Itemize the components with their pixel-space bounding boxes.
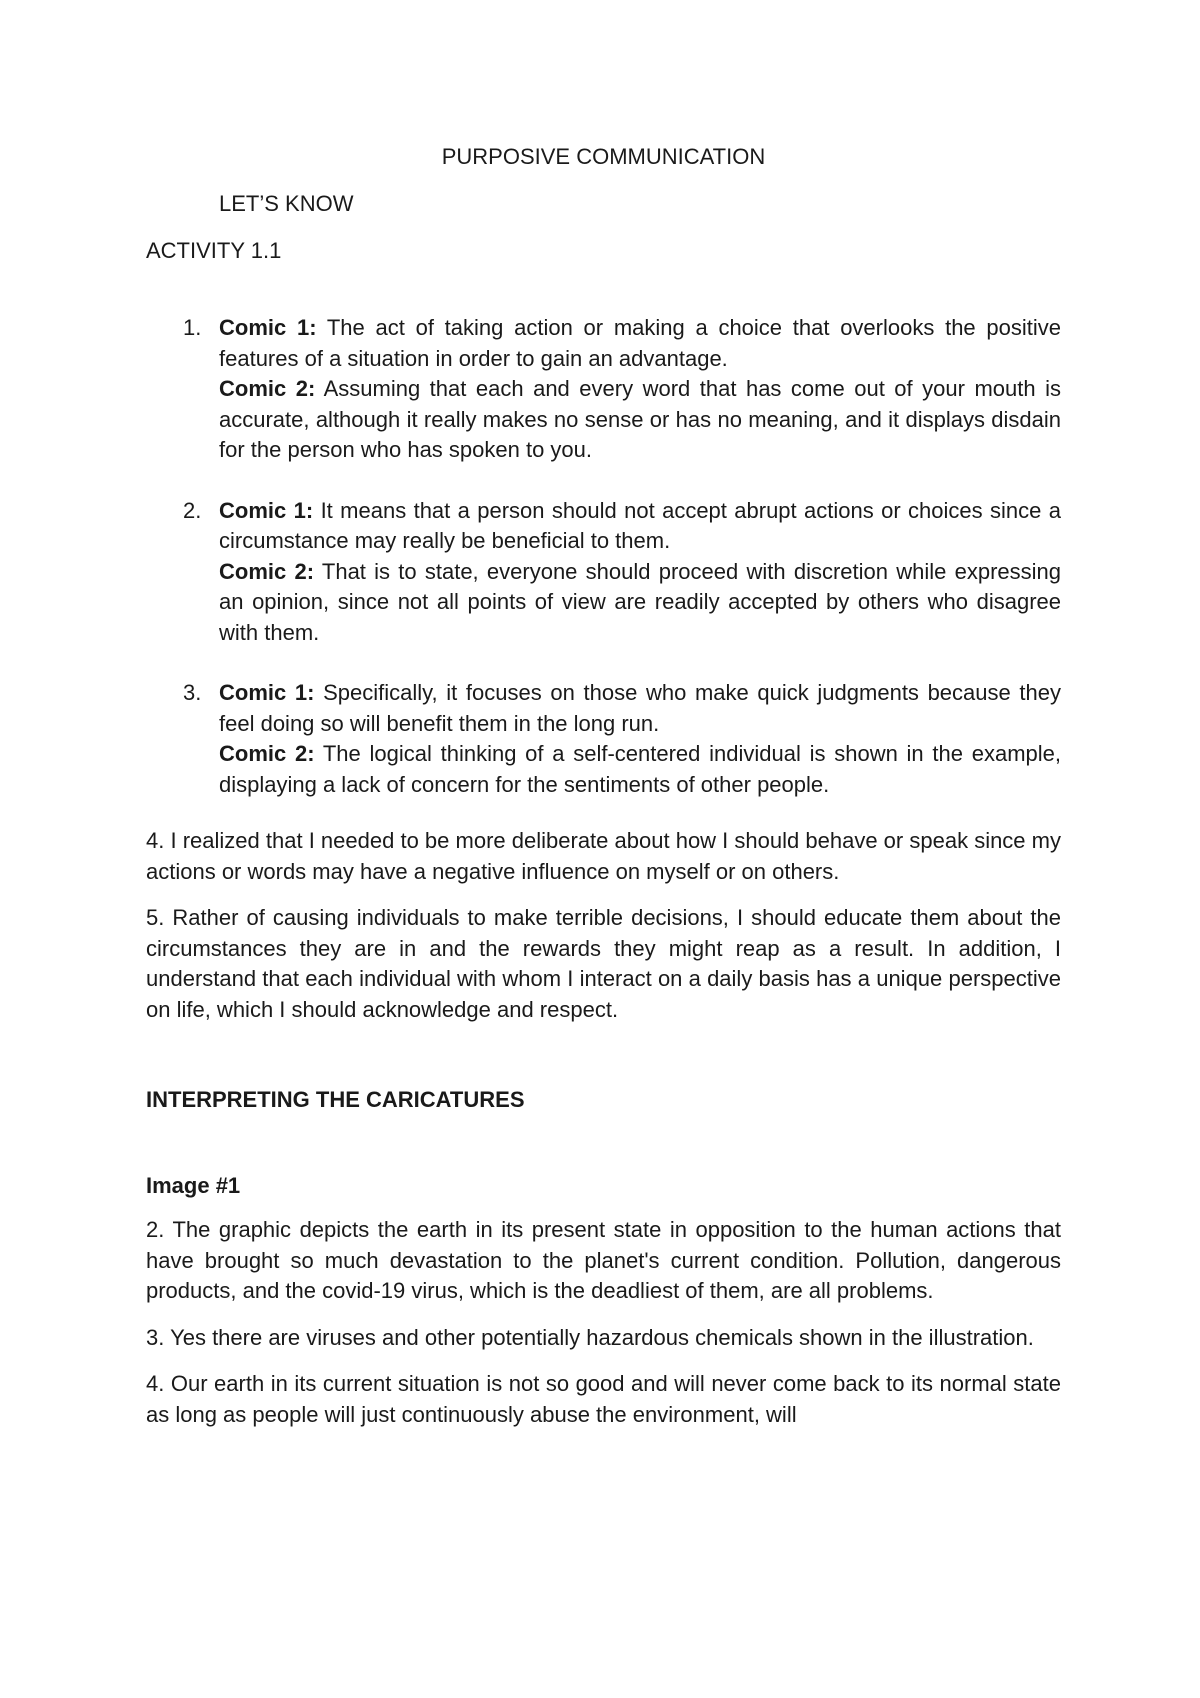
section-heading: INTERPRETING THE CARICATURES <box>146 1087 525 1112</box>
comic-text: Specifically, it focuses on those who make quick judgments because they feel doing so will benefit them in the long run. <box>219 680 1061 736</box>
subheading: LET’S KNOW <box>219 191 354 216</box>
comic-text: It means that a person should not accept abrupt actions or choices since a circumstance may really be beneficial to them. <box>219 497 1061 553</box>
item-number: 1. <box>183 315 202 340</box>
paragraph-4: 4. I realized that I needed to be more deliberate about how I should behave or speak since my actions or words may have a negative influence on myself or on others. <box>146 828 1061 884</box>
comic-text: That is to state, everyone should proceed with discretion while expressing an opinion, since not all points of view are readily accepted by others who disagree with them. <box>219 558 1061 645</box>
comic-1-answer <box>219 496 1061 557</box>
comic-text: The logical thinking of a self-centered individual is shown in the example, displaying a lack of concern for the sentiments of other people. <box>219 741 1061 797</box>
comic-label: Comic 1: <box>219 497 314 523</box>
paragraph-5: 5. Rather of causing individuals to make terrible decisions, I should educate them about the circumstances they are in and the rewards they might reap as a result. In addition, I understand that each individual with whom I interact on a daily basis has a unique perspective on life, which I should acknowledge and respect. <box>146 905 1061 1022</box>
image-heading: Image #1 <box>146 1173 241 1198</box>
activity-heading: ACTIVITY 1.1 <box>146 238 282 263</box>
comic-label: Comic 1: <box>219 315 317 340</box>
comic-text: Assuming that each and every word that has come out of your mouth is accurate, although it really makes no sense or has no meaning, and it displays disdain for the person who has spoken to you. <box>219 376 1061 462</box>
item-number: 3. <box>183 680 202 705</box>
numbered-list <box>146 313 1061 800</box>
comic-1-answer <box>219 678 1061 739</box>
list-item <box>146 313 1061 466</box>
list-item <box>146 678 1061 800</box>
image-paragraph-3: 3. Yes there are viruses and other potentially hazardous chemicals shown in the illustration. <box>146 1324 1034 1350</box>
document-title: PURPOSIVE COMMUNICATION <box>441 144 766 169</box>
comic-text: The act of taking action or making a choice that overlooks the positive features of a situation in order to gain an advantage. <box>219 315 1061 371</box>
comic-2-answer <box>219 739 1061 800</box>
comic-label: Comic 2: <box>219 558 315 584</box>
document-body <box>146 142 1061 1430</box>
item-number: 2. <box>183 497 202 523</box>
image-paragraph-2: 2. The graphic depicts the earth in its present state in opposition to the human actions that have brought so much devastation to the planet's current condition. Pollution, dangerous products, and the covid-19 virus, which is the deadliest of them, are all problems. <box>146 1217 1061 1303</box>
comic-label: Comic 2: <box>219 741 315 766</box>
comic-1-answer <box>219 313 1061 374</box>
comic-2-answer <box>219 557 1061 649</box>
list-item <box>146 496 1061 649</box>
image-paragraph-4: 4. Our earth in its current situation is not so good and will never come back to its normal state as long as people will just continuously abuse the environment, will <box>146 1371 1061 1427</box>
comic-label: Comic 1: <box>219 680 315 705</box>
comic-2-answer <box>219 374 1061 466</box>
comic-label: Comic 2: <box>219 376 316 401</box>
